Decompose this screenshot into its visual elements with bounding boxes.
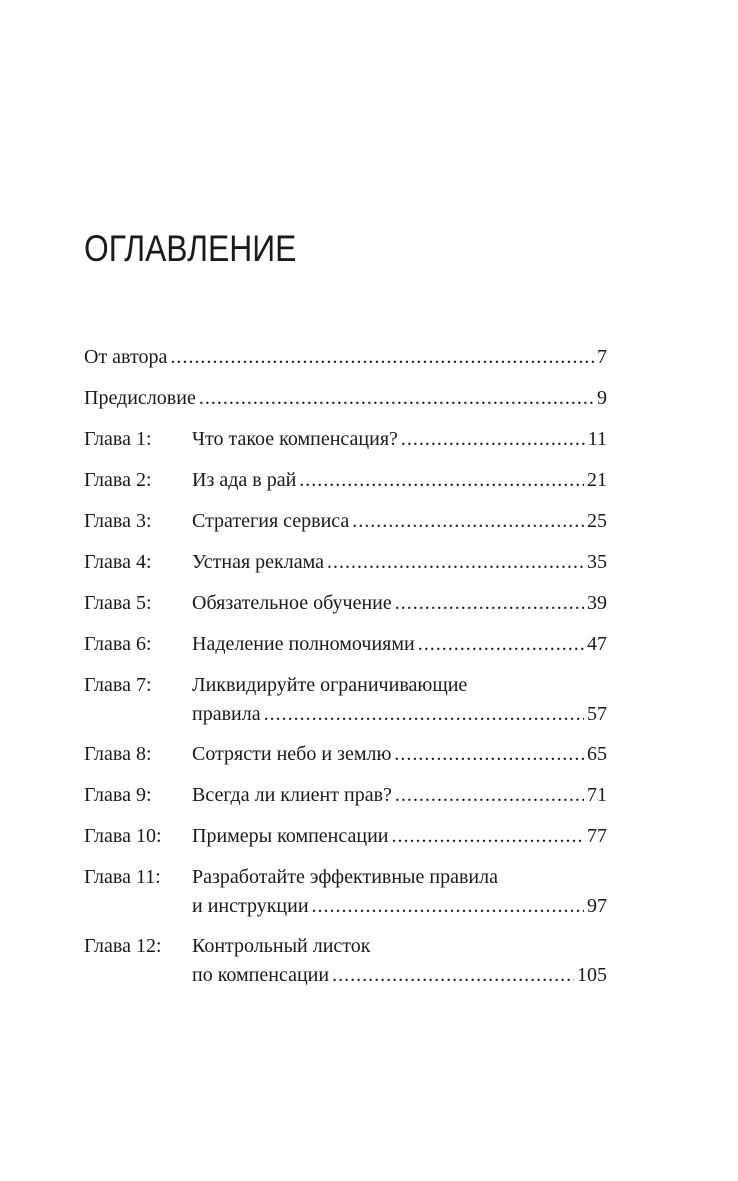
- page-number: 77: [587, 825, 607, 847]
- page-number: 97: [587, 895, 607, 917]
- toc-entry[interactable]: [84, 589, 607, 618]
- toc-entry[interactable]: [84, 932, 607, 990]
- page-number: 47: [587, 633, 607, 655]
- toc-entry[interactable]: [84, 671, 607, 729]
- dot-leader: [352, 507, 584, 536]
- dot-leader: [395, 781, 584, 810]
- entry-title: Наделение полномочиями: [192, 633, 415, 655]
- toc-entry[interactable]: [84, 863, 607, 921]
- dot-leader: [327, 548, 584, 577]
- dot-leader: [264, 700, 584, 729]
- chapter-label: Глава 1:: [84, 428, 152, 450]
- page-number: 11: [587, 428, 607, 450]
- toc-entry[interactable]: [84, 507, 607, 536]
- page-number: 105: [577, 964, 607, 986]
- toc-entry[interactable]: [84, 343, 607, 372]
- entry-title: правила: [192, 703, 261, 725]
- dot-leader: [394, 740, 584, 769]
- page-number: 7: [597, 346, 607, 368]
- entry-title: Предисловие: [84, 387, 196, 409]
- entry-title: Сотрясти небо и землю: [192, 743, 392, 765]
- entry-title: Из ада в рай: [192, 469, 297, 491]
- dot-leader: [299, 466, 584, 495]
- entry-title: Контрольный листок: [192, 935, 371, 957]
- toc-entry[interactable]: [84, 630, 607, 659]
- entry-title: Примеры компенсации: [192, 825, 389, 847]
- chapter-label: Глава 8:: [84, 743, 152, 765]
- entry-title: Стратегия сервиса: [192, 510, 350, 532]
- dot-leader: [401, 425, 585, 454]
- entry-title: От автора: [84, 346, 168, 368]
- toc-entry[interactable]: [84, 548, 607, 577]
- page-number: 25: [587, 510, 607, 532]
- dot-leader: [332, 961, 574, 990]
- page-number: 57: [587, 703, 607, 725]
- entry-title: Устная реклама: [192, 551, 325, 573]
- table-of-contents: [84, 343, 607, 1001]
- entry-title: по компенсации: [192, 964, 330, 986]
- entry-title: Что такое компенсация?: [192, 428, 398, 450]
- dot-leader: [395, 589, 584, 618]
- chapter-label: Глава 5:: [84, 592, 152, 614]
- page-number: 9: [597, 387, 607, 409]
- chapter-label: Глава 11:: [84, 866, 161, 888]
- page-number: 21: [587, 469, 607, 491]
- dot-leader: [418, 630, 584, 659]
- chapter-label: Глава 12:: [84, 935, 162, 957]
- toc-entry[interactable]: [84, 822, 607, 851]
- entry-title: и инструкции: [192, 895, 309, 917]
- entry-title: Разработайте эффективные правила: [192, 866, 498, 888]
- toc-entry[interactable]: [84, 384, 607, 413]
- toc-entry[interactable]: [84, 781, 607, 810]
- entry-title: Обязательное обучение: [192, 592, 392, 614]
- page-title: ОГЛАВЛЕНИЕ: [84, 228, 297, 269]
- page-number: 35: [587, 551, 607, 573]
- toc-entry[interactable]: [84, 425, 607, 454]
- dot-leader: [312, 892, 584, 921]
- chapter-label: Глава 2:: [84, 469, 152, 491]
- chapter-label: Глава 9:: [84, 784, 152, 806]
- chapter-label: Глава 7:: [84, 674, 152, 696]
- toc-entry[interactable]: [84, 740, 607, 769]
- chapter-label: Глава 10:: [84, 825, 162, 847]
- page-number: 39: [587, 592, 607, 614]
- chapter-label: Глава 6:: [84, 633, 152, 655]
- dot-leader: [170, 343, 594, 372]
- page-number: 65: [587, 743, 607, 765]
- dot-leader: [391, 822, 584, 851]
- toc-entry[interactable]: [84, 466, 607, 495]
- dot-leader: [199, 384, 594, 413]
- entry-title: Ликвидируйте ограничивающие: [192, 674, 468, 696]
- chapter-label: Глава 3:: [84, 510, 152, 532]
- chapter-label: Глава 4:: [84, 551, 152, 573]
- entry-title: Всегда ли клиент прав?: [192, 784, 392, 806]
- page-number: 71: [587, 784, 607, 806]
